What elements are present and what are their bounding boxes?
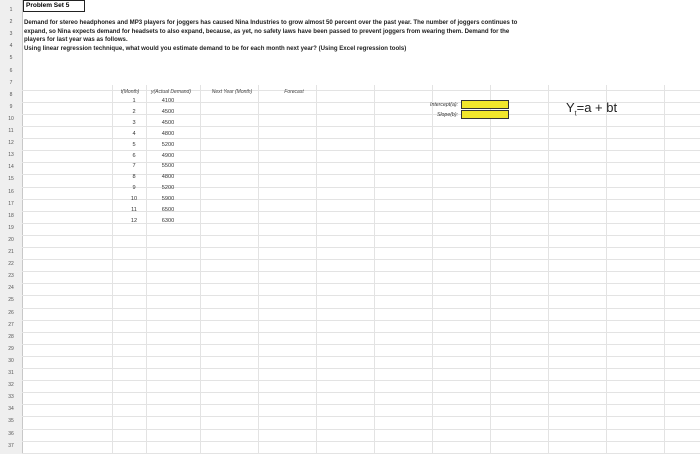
row-number[interactable]: 37	[8, 442, 14, 449]
month-cell[interactable]: 5	[132, 141, 136, 148]
demand-cell[interactable]: 6500	[161, 207, 175, 213]
demand-cell[interactable]: 6300	[161, 217, 175, 224]
header-forecast[interactable]: Forecast	[284, 89, 304, 95]
row-number[interactable]: 3	[9, 31, 13, 38]
slope-label: Slope(b):	[436, 112, 458, 118]
month-cell[interactable]: 10	[130, 196, 138, 203]
month-cell[interactable]: 8	[132, 174, 136, 181]
month-cell[interactable]: 12	[130, 217, 138, 224]
row-number[interactable]: 18	[8, 212, 14, 219]
demand-cell[interactable]: 4900	[161, 152, 175, 159]
row-number[interactable]: 11	[8, 128, 14, 134]
row-number[interactable]: 5	[9, 55, 13, 62]
row-number[interactable]: 34	[8, 406, 14, 413]
demand-cell[interactable]: 4500	[161, 108, 175, 115]
problem-line: Demand for stereo headphones and MP3 players for joggers has caused Nina Industries to grow almost 50 percent over the past year. The number of joggers continues to	[24, 19, 518, 26]
problem-line: players for last year was as follows.	[24, 36, 128, 44]
month-cell[interactable]: 1	[132, 98, 136, 104]
row-number[interactable]: 22	[8, 261, 14, 268]
intercept-input-cell[interactable]	[461, 100, 509, 109]
month-cell[interactable]: 2	[132, 108, 136, 115]
demand-cell[interactable]: 5900	[161, 196, 175, 203]
month-cell[interactable]: 6	[132, 152, 136, 159]
row-number[interactable]: 13	[8, 152, 14, 159]
demand-cell[interactable]: 4800	[161, 174, 175, 181]
row-number[interactable]: 4	[9, 43, 13, 50]
formula-y: Y	[566, 100, 575, 115]
month-cell[interactable]: 7	[132, 163, 136, 170]
row-number[interactable]: 26	[8, 309, 14, 316]
demand-cell[interactable]: 5200	[161, 185, 175, 192]
row-number[interactable]: 12	[8, 140, 14, 147]
header-actual-demand[interactable]: y(Actual Demand)	[150, 89, 191, 95]
row-number[interactable]: 29	[8, 345, 14, 352]
month-cell[interactable]: 3	[132, 119, 136, 126]
row-number[interactable]: 30	[8, 357, 14, 364]
row-number[interactable]: 27	[8, 321, 14, 328]
row-number[interactable]: 36	[8, 430, 14, 437]
intercept-label: Intercept(a):	[430, 102, 458, 108]
row-number[interactable]: 16	[8, 188, 14, 195]
demand-cell[interactable]: 4100	[161, 98, 175, 104]
problem-title[interactable]: Problem Set 5	[23, 0, 85, 12]
row-number[interactable]: 19	[8, 224, 14, 231]
row-number[interactable]: 14	[8, 164, 14, 171]
row-number[interactable]: 20	[8, 236, 14, 243]
row-number[interactable]: 24	[8, 285, 14, 292]
row-number[interactable]: 35	[8, 418, 14, 425]
formula-rest: =a + bt	[576, 100, 618, 115]
formula-subscript: t	[574, 110, 577, 118]
row-number[interactable]: 23	[8, 273, 14, 280]
header-month[interactable]: t(Month)	[120, 89, 140, 95]
row-number[interactable]: 25	[8, 297, 14, 304]
month-cell[interactable]: 9	[132, 185, 136, 192]
problem-statement[interactable]	[24, 19, 684, 53]
row-headers	[0, 0, 23, 454]
month-cell[interactable]: 11	[131, 207, 137, 213]
row-number[interactable]: 17	[8, 200, 14, 207]
row-number[interactable]: 21	[8, 249, 14, 255]
problem-line: Using linear regression technique, what would you estimate demand to be for each month next year? (Using Excel regression tools)	[24, 44, 407, 52]
row-number[interactable]: 28	[8, 333, 14, 340]
problem-line: expand, so Nina expects demand for headsets to also expand, because, as yet, no safety laws have been passed to prevent joggers from wearing them. Demand for the	[24, 27, 510, 35]
row-number[interactable]: 9	[9, 103, 13, 110]
row-number[interactable]: 6	[9, 67, 13, 74]
header-next-year[interactable]: Next Year (Month)	[211, 89, 253, 95]
demand-cell[interactable]: 5200	[161, 141, 175, 148]
demand-cell[interactable]: 4800	[161, 130, 175, 137]
row-number[interactable]: 15	[8, 176, 14, 183]
slope-input-cell[interactable]	[461, 110, 509, 119]
regression-formula	[566, 100, 617, 118]
row-number[interactable]: 8	[9, 91, 13, 98]
demand-cell[interactable]: 5500	[161, 163, 175, 170]
row-number[interactable]: 31	[8, 370, 14, 376]
demand-cell[interactable]: 4500	[161, 119, 175, 126]
row-number[interactable]: 32	[8, 382, 14, 389]
row-number[interactable]: 2	[9, 19, 13, 26]
month-cell[interactable]: 4	[132, 130, 136, 137]
row-number[interactable]: 10	[8, 115, 14, 122]
row-number[interactable]: 1	[9, 7, 13, 13]
row-number[interactable]: 33	[8, 394, 14, 401]
row-number[interactable]: 7	[9, 79, 13, 86]
